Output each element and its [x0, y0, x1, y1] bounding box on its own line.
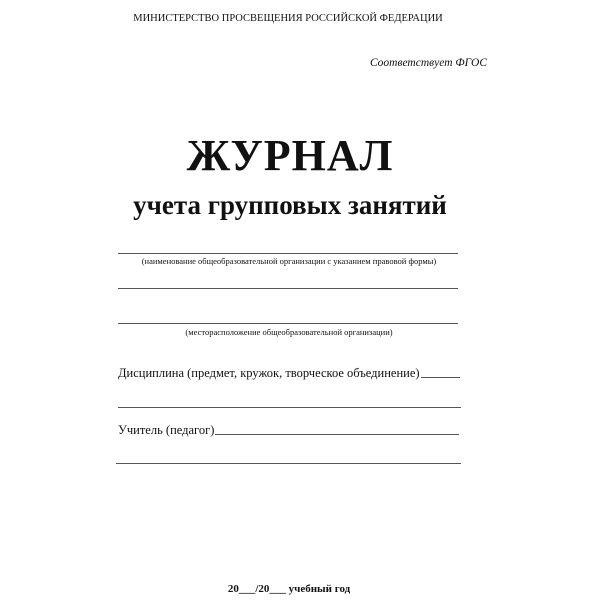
organization-caption: (наименование общеобразовательной организации с указанием правовой формы) — [141, 256, 437, 266]
discipline-label: Дисциплина (предмет, кружок, творческое объединение) — [118, 366, 420, 380]
location-caption: (месторасположение общеобразовательной организации) — [185, 327, 393, 337]
journal-title: ЖУРНАЛ — [186, 131, 394, 180]
discipline-input-line[interactable] — [421, 377, 460, 378]
teacher-label: Учитель (педагог) — [118, 423, 215, 437]
organization-name-line-2[interactable] — [118, 288, 458, 289]
organization-name-line[interactable] — [118, 253, 458, 254]
discipline-line-2[interactable] — [118, 407, 461, 408]
ministry-header: МИНИСТЕРСТВО ПРОСВЕЩЕНИЯ РОССИЙСКОЙ ФЕДЕРАЦИИ — [133, 13, 443, 24]
teacher-line-2[interactable] — [116, 463, 461, 464]
fgos-compliance-note: Соответствует ФГОС — [369, 57, 487, 69]
location-line[interactable] — [118, 323, 458, 324]
school-year: 20___/20___ учебный год — [227, 583, 351, 595]
discipline-field[interactable] — [118, 366, 460, 381]
journal-subtitle: учета групповых занятий — [133, 190, 447, 220]
teacher-input-line[interactable] — [215, 434, 459, 435]
teacher-field[interactable] — [118, 423, 459, 438]
